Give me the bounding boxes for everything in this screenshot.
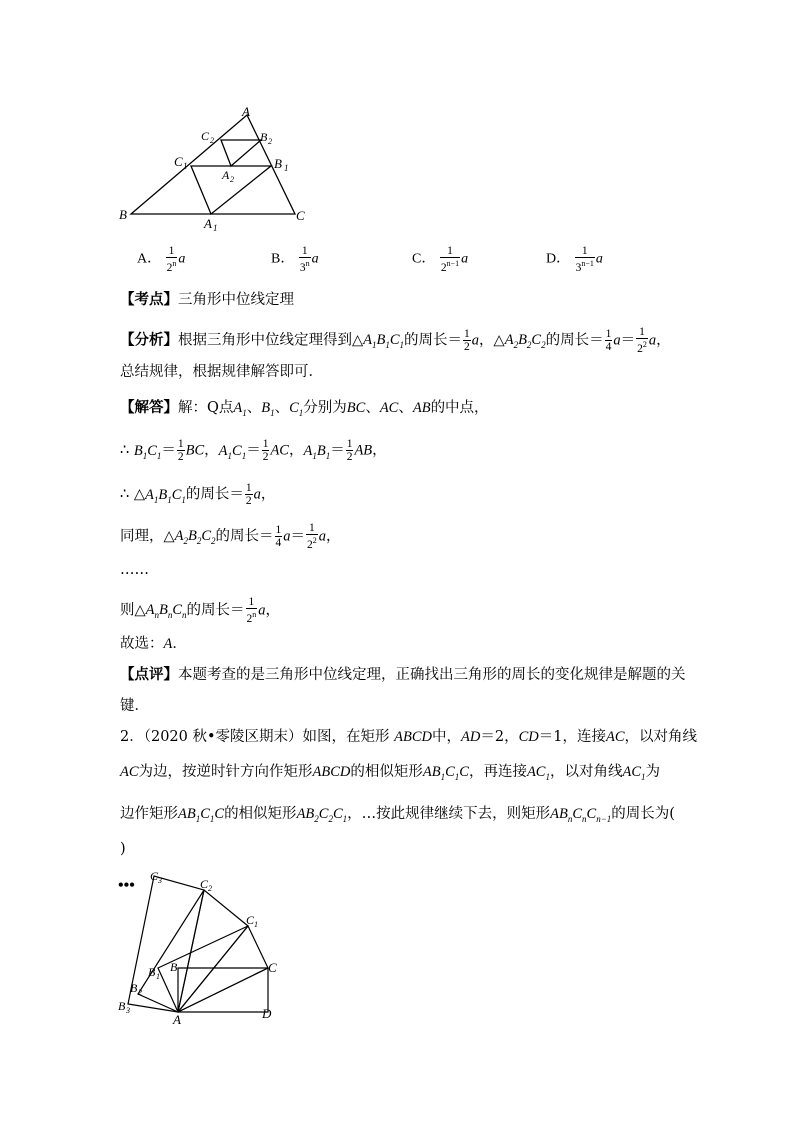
jieda-line-6: 则$\triangle A_nB_nC_n$的周长＝ $\frac{1}{2^n}$ a，	[120, 596, 281, 625]
rectangle-figure	[110, 868, 510, 1028]
label-c1-sub: 1	[183, 161, 188, 171]
diag-ac1	[178, 926, 248, 1012]
label-b1-sub: 1	[284, 163, 289, 173]
jieda-line-5: ……	[120, 562, 149, 578]
kaodian-line: 【考点】三角形中位线定理	[120, 291, 294, 308]
q2-line-1: 2．（2020 秋•零陵区期末）如图，在矩形 ABCD中，AD＝2，CD＝1，连接AC，以对角线	[120, 729, 698, 745]
q2-line-2: AC为边，按逆时针方向作矩形ABCD的相似矩形$AB_1C_1C$，再连接$AC_1$，以对角线$AC_1$为	[120, 764, 661, 782]
label-b3: B	[118, 999, 126, 1013]
label-c: C	[296, 208, 305, 223]
label-a2: A	[222, 168, 230, 182]
jieda-line-2: ∴ $B_1C_1=$ $\frac{1}{2}$ BC，$A_1C_1=$ $\frac{1}{2}$ AC，$A_1B_1=$ $\frac{1}{2}$ AB，	[120, 438, 387, 463]
jieda-line-4: 同理，$\triangle A_2B_2C_2$的周长＝ $\frac{1}{4}$ a＝ $\frac{1}{2^2}$ a，	[120, 522, 341, 551]
label-a1: A	[204, 216, 212, 231]
option-d[interactable]: D． $\frac{1}{3^{n-1}}$ a	[546, 245, 603, 274]
label-b3-sub: 3	[126, 1006, 130, 1015]
option-c[interactable]: C． $\frac{1}{2^{n-1}}$ a	[412, 245, 469, 274]
label-b2-sub: 2	[138, 988, 142, 997]
jieda-line-7: 故选：A．	[120, 636, 187, 652]
diag-ac	[178, 968, 268, 1012]
label-c1: C	[174, 154, 183, 169]
label-a: A	[242, 104, 250, 119]
label-b2: B	[260, 130, 268, 144]
label-b1: B	[148, 965, 156, 979]
continuation-dots: •••	[118, 877, 135, 894]
label-c2: C	[200, 877, 209, 891]
label-b1-sub: 1	[156, 972, 160, 981]
diag-ac2	[178, 890, 204, 1012]
label-c3: C	[150, 869, 159, 883]
q2-line-4: )	[120, 841, 126, 857]
label-a2-sub: 2	[230, 175, 234, 184]
label-c: C	[268, 960, 277, 975]
label-a1-sub: 1	[213, 223, 218, 233]
triangle-abc	[131, 115, 295, 214]
label-b1: B	[274, 156, 282, 171]
label-c3-sub: 3	[158, 876, 162, 885]
fenxi-line-2: 总结规律，根据规律解答即可．	[120, 364, 323, 380]
dianping-line-1: 【点评】本题考查的是三角形中位线定理，正确找出三角形的周长的变化规律是解题的关	[120, 666, 686, 683]
triangle-figure	[0, 0, 794, 245]
label-b2-sub: 2	[268, 137, 272, 146]
dianping-line-2: 键．	[120, 698, 149, 714]
label-c1: C	[246, 913, 255, 927]
label-a: A	[173, 1012, 181, 1027]
label-c2: C	[201, 129, 210, 143]
label-b: B	[170, 960, 178, 974]
label-c1-sub: 1	[254, 920, 258, 929]
q2-line-3: 边作矩形$AB_1C_1C$的相似矩形$AB_2C_2C_1$，…按此规律继续下去，则矩形$AB_nC_nC_{n-1}$的周长为(	[120, 806, 675, 824]
fenxi-line: 【分析】根据三角形中位线定理得到$\triangle A_1B_1C_1$的周长＝ $\frac{1}{2}$ a，$\triangle A_2B_2C_2$的周长＝ $\frac{1}{4}$ a＝ $\frac{1}{2^2}$ a，	[120, 326, 671, 355]
label-c2-sub: 2	[210, 136, 214, 145]
jieda-line-1: 【解答】解：Q点$A_1$、$B_1$、$C_1$分别为BC、AC、AB的中点，	[120, 399, 489, 418]
option-a[interactable]: A． $\frac{1}{2^n}$ a	[137, 245, 186, 274]
label-d: D	[262, 1006, 272, 1021]
jieda-line-3: ∴ $\triangle A_1B_1C_1$的周长＝ $\frac{1}{2}$ a，	[120, 482, 276, 507]
triangle-a1b1c1	[191, 166, 271, 214]
triangle-a2b2c2	[221, 140, 261, 166]
label-b2: B	[130, 981, 138, 995]
option-b[interactable]: B． $\frac{1}{3^n}$ a	[271, 245, 319, 274]
label-b: B	[119, 207, 127, 222]
label-c2-sub: 2	[208, 884, 212, 893]
